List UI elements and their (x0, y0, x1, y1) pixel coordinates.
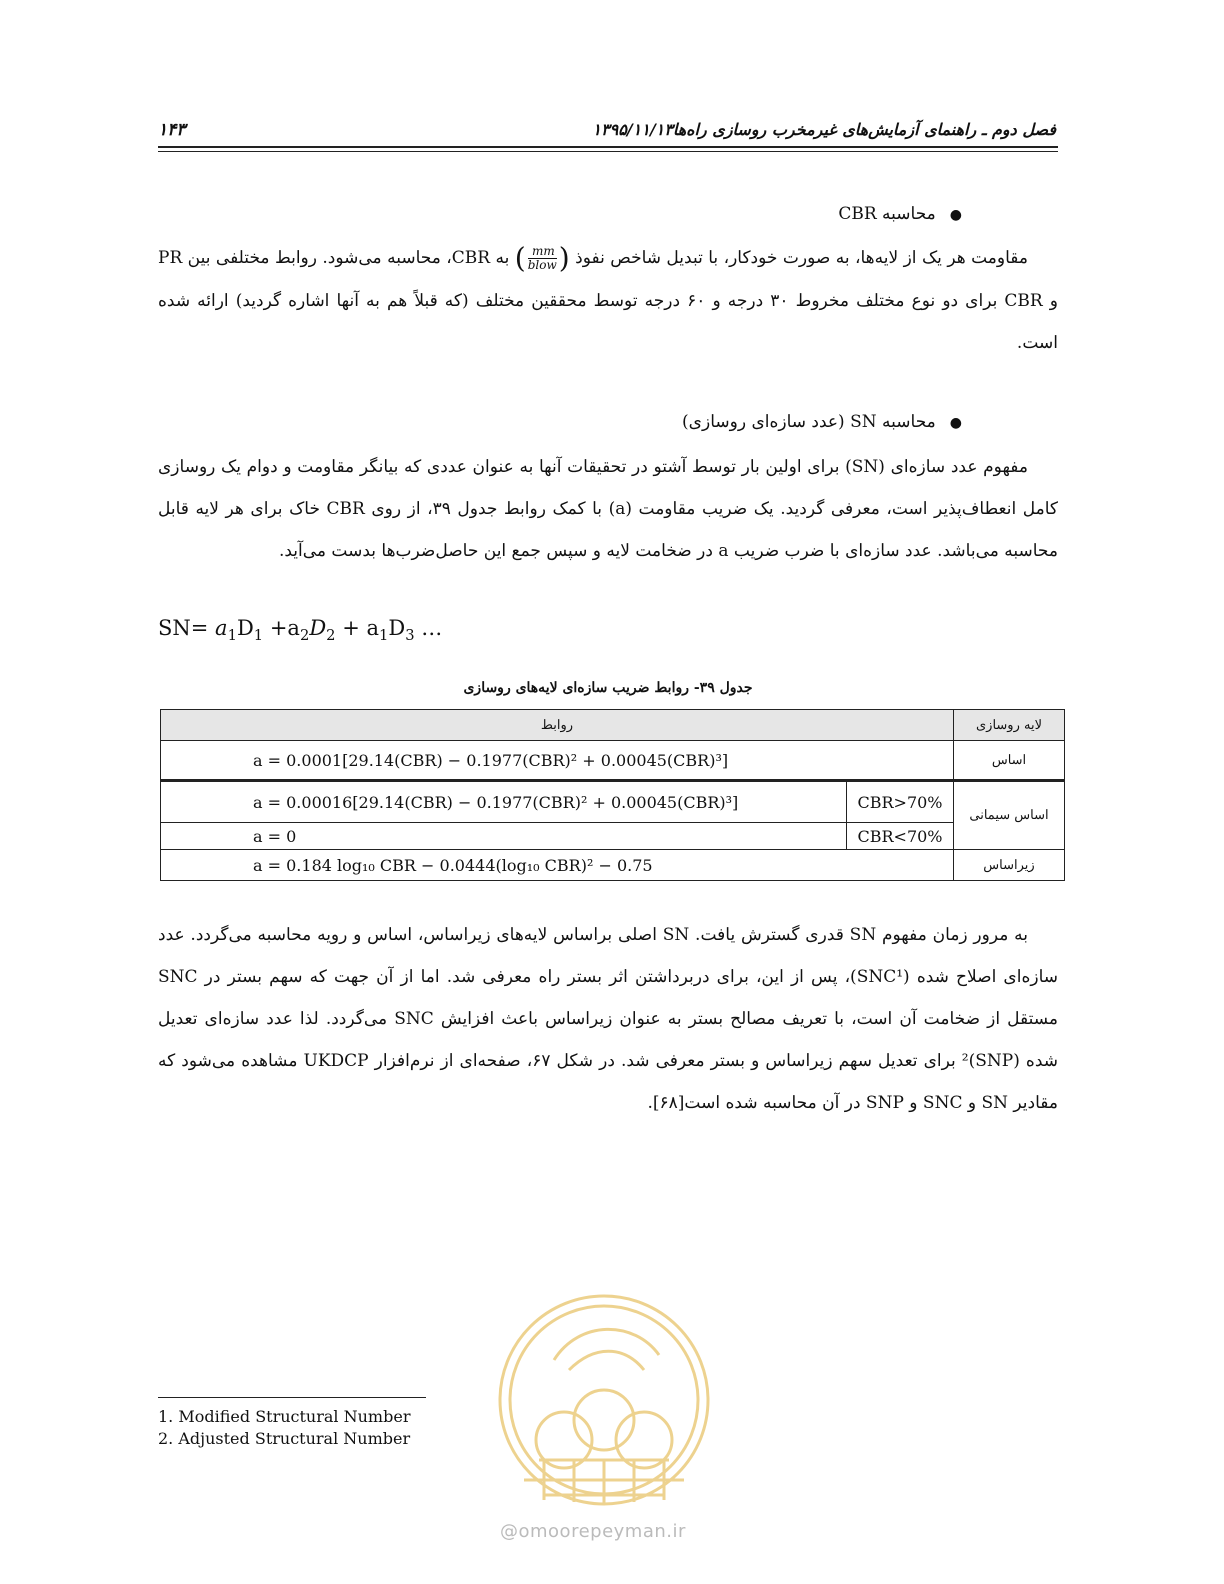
running-header (570, 120, 1056, 139)
page-number: ۱۴۳ (158, 120, 186, 140)
sn-heading-text: محاسبه SN (عدد سازه‌ای روسازی) (682, 412, 936, 432)
table-caption: جدول ۳۹- روابط ضریب سازه‌ای لایه‌های روسازی (463, 680, 753, 696)
table-header-row (161, 710, 1065, 741)
footnote-rule (158, 1397, 426, 1398)
structural-coefficient-table (160, 709, 1065, 881)
table-row (161, 850, 1065, 881)
cbr-heading-text: محاسبه CBR (838, 204, 936, 224)
watermark-url: @omoorepeyman.ir (500, 1521, 686, 1542)
chapter-title: فصل دوم ـ راهنمای آزمایش‌های غیرمخرب روسازی راه‌ها (672, 120, 1056, 139)
formula-cell: a = 0.00016[29.14(CBR) − 0.1977(CBR)² + 0.00045(CBR)³] (161, 781, 847, 823)
cbr-paragraph-part2: به CBR، محاسبه می‌شود. روابط مختلفی بین PR و CBR برای دو نوع مختلف مخروط ۳۰ درجه و ۶۰ درجه توسط محققین مختلف (که قبلاً هم به آنها اشاره گردید) ارائه شده است. (158, 248, 1059, 353)
penetration-fraction: $\frac{mm}{\text{blow}}$ (527, 244, 557, 272)
table-row (161, 781, 1065, 823)
condition-cell: CBR>70% (847, 781, 954, 823)
cbr-paragraph: مقاومت هر یک از لایه‌ها، به صورت خودکار، با تبدیل شاخص نفوذ ( $\frac{mm}{\text{blow}}$ ) به CBR، محاسبه می‌شود. روابط مختلفی بین PR و CBR برای دو نوع مختلف مخروط ۳۰ درجه و ۶۰ درجه توسط محققین مختلف (که قبلاً هم به آنها اشاره گردید) ارائه شده است. (158, 241, 1059, 353)
footnote-2: 2. Adjusted Structural Number (158, 1429, 411, 1448)
col-header-layer: لایه روسازی (954, 710, 1065, 741)
table-row (161, 823, 1065, 850)
footnote-1: 1. Modified Structural Number (158, 1407, 411, 1426)
sn-paragraph-text: مفهوم عدد سازه‌ای (SN) برای اولین بار توسط آشتو در تحقیقات آنها به عنوان عددی که بیانگر مقاومت و دوام یک روسازی کامل انعطاف‌پذیر است، معرفی گردید. یک ضریب مقاومت (a) با کمک روابط جدول ۳۹، از روی CBR خاک برای هر لایه قابل محاسبه می‌باشد. عدد سازه‌ای با ضرب ضریب a در ضخامت لایه و سپس جمع این حاصل‌ضرب‌ها بدست می‌آید. (158, 457, 1058, 561)
sn-formula: $SN= a_1D_1 +a_2D_2 + a_1D_3$ … (158, 616, 443, 645)
cbr-heading (838, 204, 962, 224)
formula-cell: a = 0.184 log₁₀ CBR − 0.0444(log₁₀ CBR)² − 0.75 (161, 850, 954, 881)
formula-cell: a = 0 (161, 823, 847, 850)
formula-cell: a = 0.0001[29.14(CBR) − 0.1977(CBR)² + 0.00045(CBR)³] (161, 741, 954, 781)
closing-paragraph-text: به مرور زمان مفهوم SN قدری گسترش یافت. SN اصلی براساس لایه‌های زیراساس، اساس و رویه محاسبه می‌گردد. عدد سازه‌ای اصلاح شده (SNC¹)، پس از این، برای دربرداشتن اثر بستر راه معرفی شد. اما از آن جهت که سهم بستر در SNC مستقل از ضخامت آن است، با تعریف مصالح بستر به عنوان زیراساس باعث افزایش SNC می‌گردد. لذا عدد سازه‌ای تعدیل شده (SNP)² برای تعدیل سهم زیراساس و بستر معرفی شد. در شکل ۶۷، صفحه‌ای از نرم‌افزار UKDCP مشاهده می‌شود که مقادیر SN و SNC و SNP در آن محاسبه شده است[۶۸]. (158, 925, 1059, 1113)
header-rule-thin (158, 151, 1058, 152)
layer-cell: اساس (954, 741, 1065, 781)
bullet-icon: ● (949, 207, 962, 223)
watermark-logo (484, 1290, 724, 1510)
table-row (161, 741, 1065, 781)
bullet-icon: ● (949, 415, 962, 431)
header-rule (158, 146, 1058, 148)
header-date: ۱۳۹۵/۱۱/۱۳ (592, 120, 673, 139)
closing-paragraph (158, 914, 1058, 1124)
cbr-paragraph-part1: مقاومت هر یک از لایه‌ها، به صورت خودکار، با تبدیل شاخص نفوذ (575, 248, 1029, 268)
layer-cell: اساس سیمانی (954, 781, 1065, 850)
sn-paragraph (158, 446, 1058, 572)
layer-cell: زیراساس (954, 850, 1065, 881)
condition-cell: CBR<70% (847, 823, 954, 850)
col-header-relations: روابط (161, 710, 954, 741)
sn-heading (682, 412, 962, 432)
